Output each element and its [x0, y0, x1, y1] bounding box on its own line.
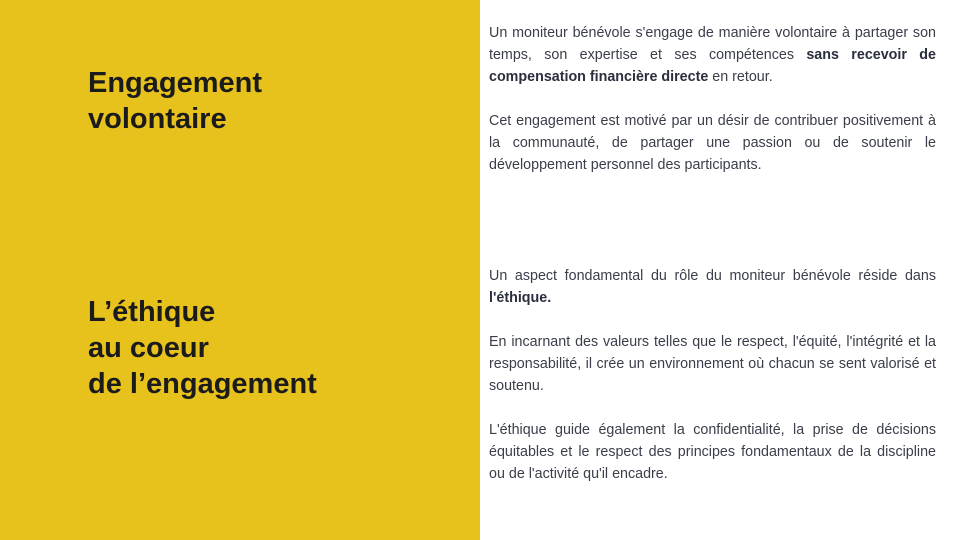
ethique-paragraph-1	[489, 265, 936, 309]
section-title-engagement	[88, 65, 262, 137]
engagement-paragraph-2: Cet engagement est motivé par un désir de contribuer positivement à la communauté, de partager une passion ou de soutenir le développement personnel des participants.	[489, 113, 936, 173]
title-line: Engagement	[88, 67, 263, 99]
engagement-text-block	[489, 22, 936, 176]
engagement-paragraph-1	[489, 22, 936, 88]
title-line: volontaire	[88, 103, 227, 135]
bold-emphasis: l'éthique.	[489, 290, 552, 306]
text-span: en retour.	[708, 69, 773, 85]
title-line: au coeur	[88, 332, 209, 364]
ethique-paragraph-3: L'éthique guide également la confidentialité, la prise de décisions équitables et le respect des principes fondamentaux de la discipline ou de l'activité qu'il encadre.	[489, 422, 936, 482]
bold-emphasis: sans recevoir de compensation financière directe	[489, 47, 936, 85]
ethique-paragraph-2: En incarnant des valeurs telles que le respect, l'équité, l'intégrité et la responsabilité, il crée un environnement où chacun se sent valorisé et soutenu.	[489, 334, 936, 394]
ethique-text-block	[489, 265, 936, 485]
title-line: de l’engagement	[88, 368, 317, 400]
title-line: L’éthique	[88, 296, 216, 328]
section-title-ethique	[88, 294, 317, 402]
text-span: Un aspect fondamental du rôle du moniteur bénévole réside dans	[489, 268, 936, 284]
text-span: Un moniteur bénévole s'engage de manière volontaire à partager son temps, son expertise et ses compétences	[489, 25, 936, 63]
